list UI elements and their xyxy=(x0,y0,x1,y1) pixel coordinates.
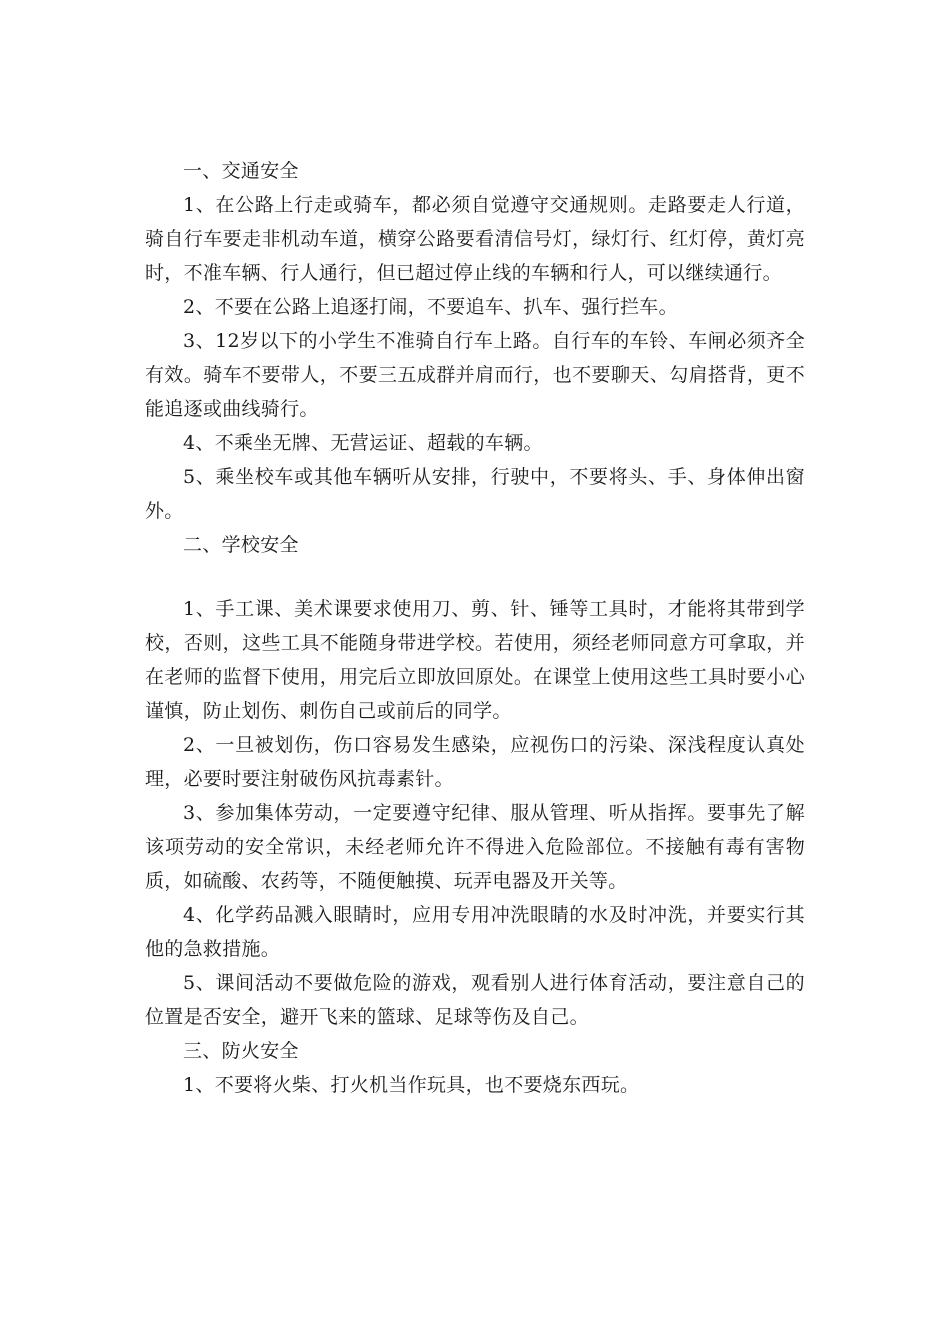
section-heading-fire-safety: 三、防火安全 xyxy=(183,1040,299,1062)
paragraph: 1、在公路上行走或骑车，都必须自觉遵守交通规则。走路要走人行道，骑自行车要走非机动车道，横穿公路要看清信号灯，绿灯行、红灯停，黄灯亮时，不准车辆、行人通行，但已超过停止线的车辆和行人，可以继续通行。 xyxy=(145,194,805,284)
section-heading-school-safety: 二、学校安全 xyxy=(183,534,299,556)
paragraph: 3、12岁以下的小学生不准骑自行车上路。自行车的车铃、车闸必须齐全有效。骑车不要带人，不要三五成群并肩而行，也不要聊天、勾肩搭背，更不能追逐或曲线骑行。 xyxy=(145,330,805,420)
document-body xyxy=(145,154,805,1102)
paragraph: 5、乘坐校车或其他车辆听从安排，行驶中，不要将头、手、身体伸出窗外。 xyxy=(145,466,805,522)
paragraph: 4、不乘坐无牌、无营运证、超载的车辆。 xyxy=(183,432,543,454)
paragraph: 4、化学药品溅入眼睛时，应用专用冲洗眼睛的水及时冲洗，并要实行其他的急救措施。 xyxy=(145,904,805,960)
paragraph: 1、手工课、美术课要求使用刀、剪、针、锤等工具时，才能将其带到学校，否则，这些工具不能随身带进学校。若使用，须经老师同意方可拿取，并在老师的监督下使用，用完后立即放回原处。在课堂上使用这些工具时要小心谨慎，防止划伤、刺伤自己或前后的同学。 xyxy=(145,598,805,722)
paragraph: 5、课间活动不要做危险的游戏，观看别人进行体育活动，要注意自己的位置是否安全，避开飞来的篮球、足球等伤及自己。 xyxy=(145,972,805,1028)
paragraph: 1、不要将火柴、打火机当作玩具，也不要烧东西玩。 xyxy=(183,1074,640,1096)
paragraph: 2、一旦被划伤，伤口容易发生感染，应视伤口的污染、深浅程度认真处理，必要时要注射破伤风抗毒素针。 xyxy=(145,734,805,790)
paragraph: 3、参加集体劳动，一定要遵守纪律、服从管理、听从指挥。要事先了解该项劳动的安全常识，未经老师允许不得进入危险部位。不接触有毒有害物质，如硫酸、农药等，不随便触摸、玩弄电器及开关等。 xyxy=(145,802,805,892)
paragraph: 2、不要在公路上追逐打闹，不要追车、扒车、强行拦车。 xyxy=(183,296,678,318)
section-heading-traffic-safety: 一、交通安全 xyxy=(183,160,299,182)
